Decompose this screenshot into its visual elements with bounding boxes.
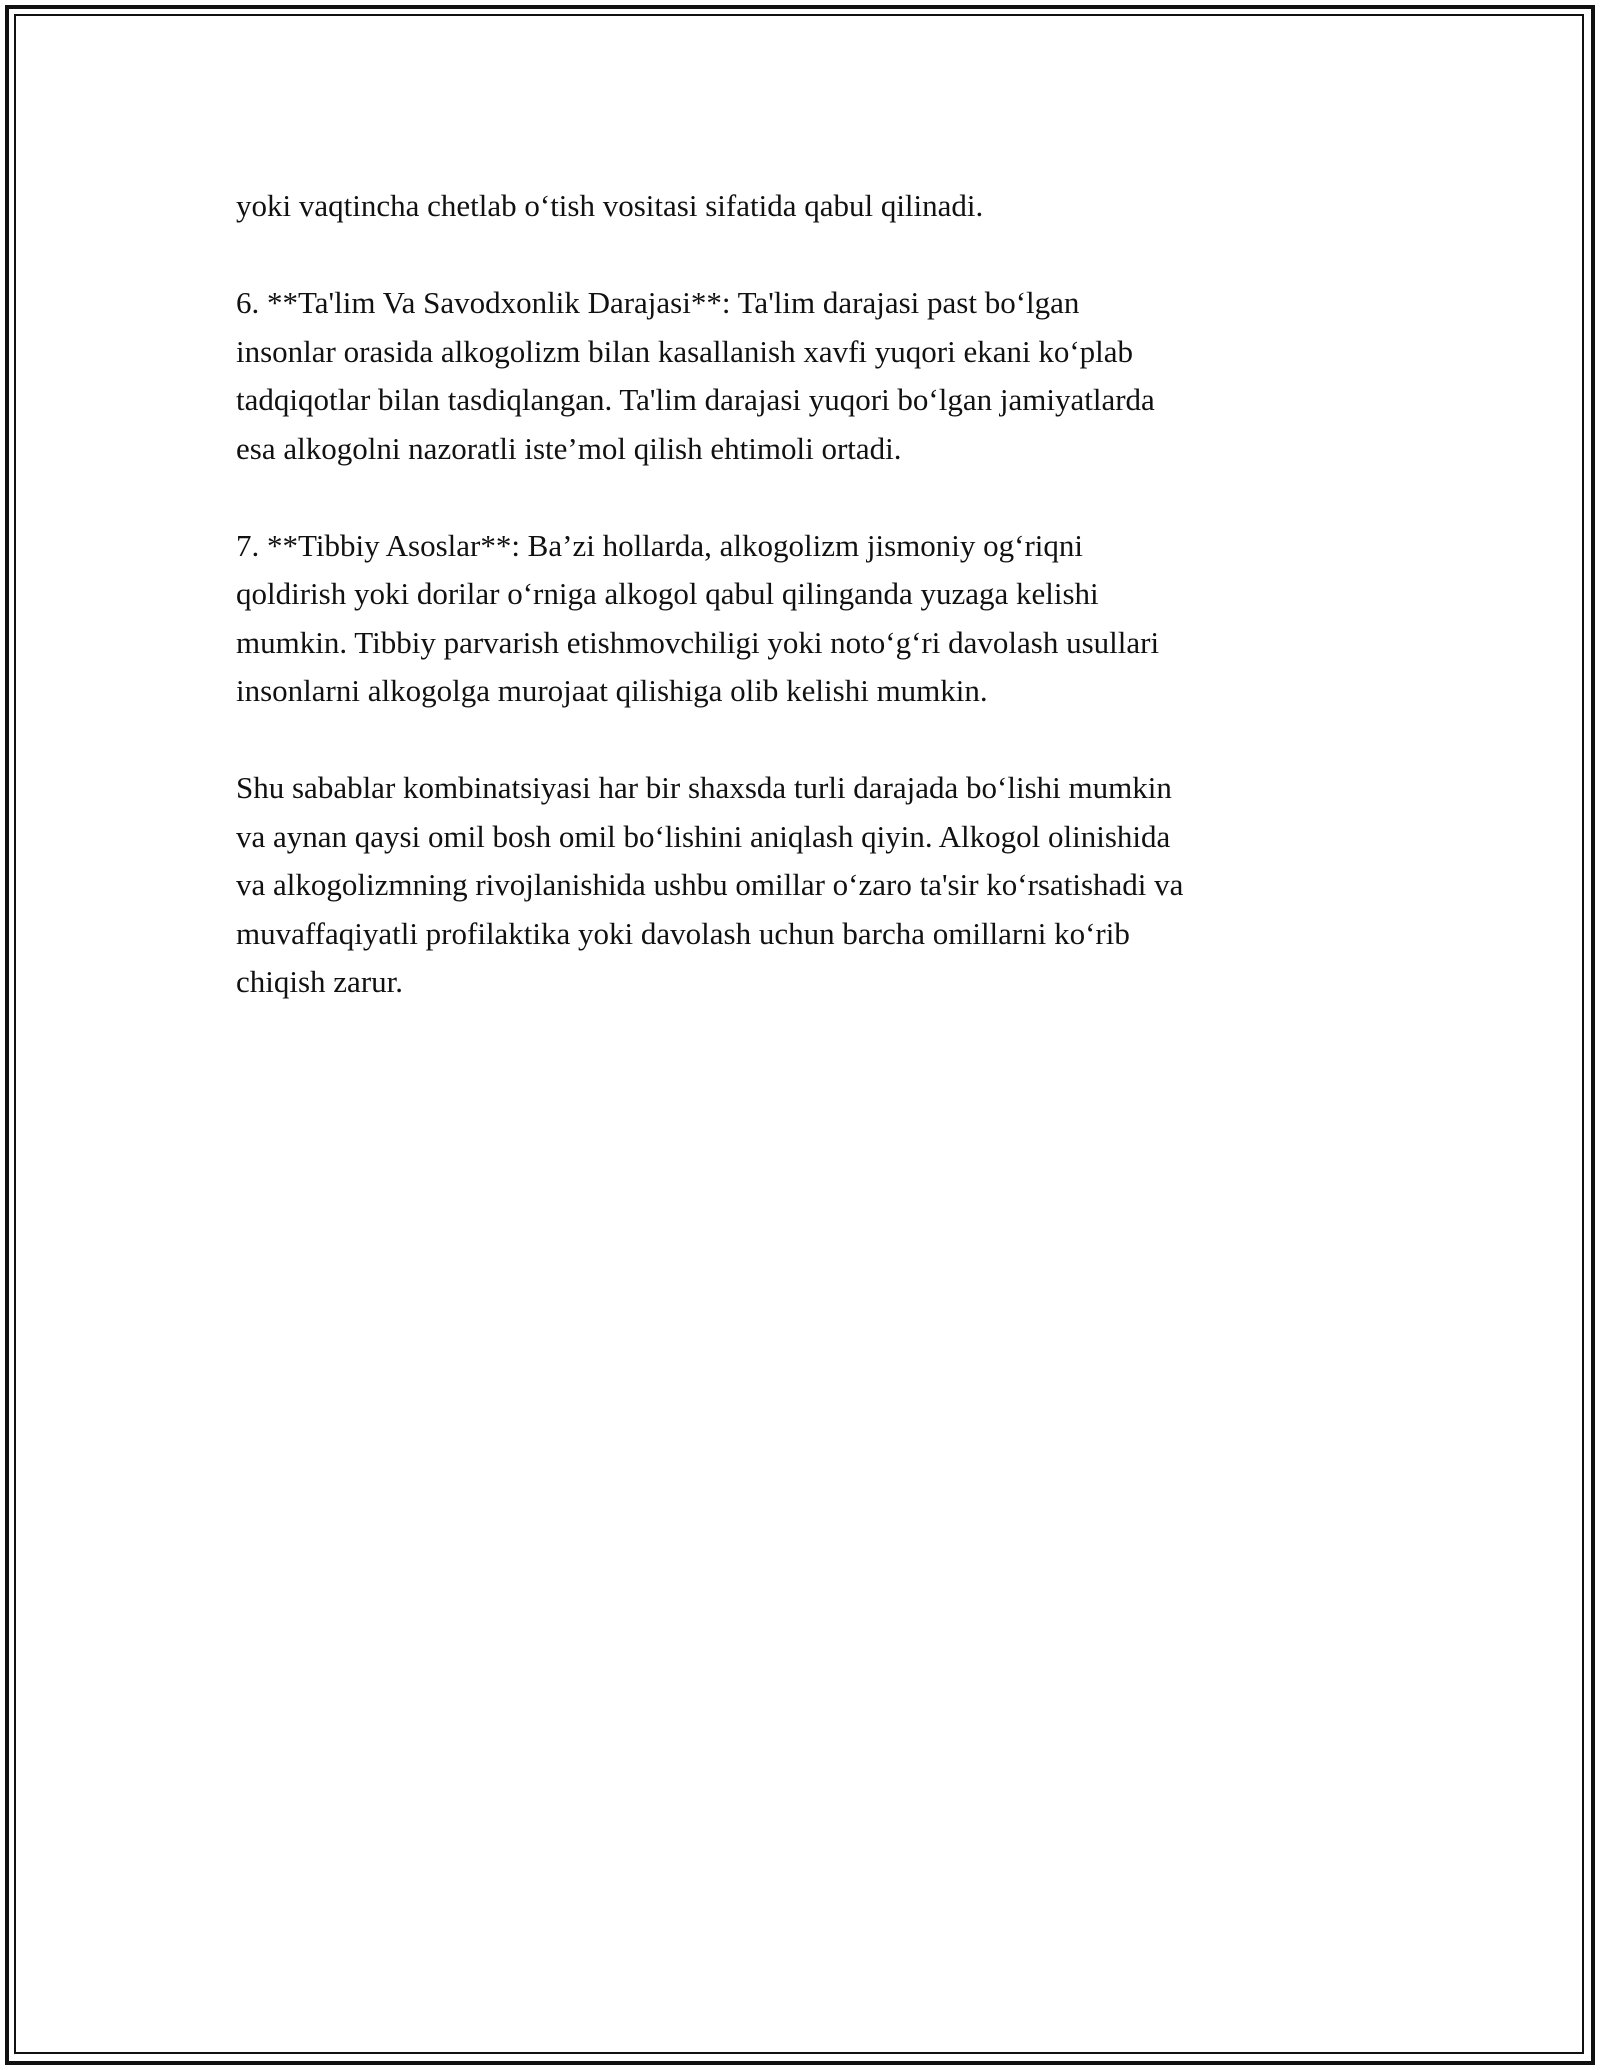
text-line: Shu sabablar kombinatsiyasi har bir shaxsda turli darajada bo‘lishi mumkin [236, 770, 1172, 805]
text-line: mumkin. Tibbiy parvarish etishmovchiligi yoki noto‘g‘ri davolash usullari [236, 624, 1160, 660]
text-line: muvaffaqiyatli profilaktika yoki davolash uchun barcha omillarni ko‘rib [236, 915, 1130, 951]
text-line: chiqish zarur. [236, 964, 404, 999]
text-line: qoldirish yoki dorilar o‘rniga alkogol qabul qilinganda yuzaga kelishi [236, 576, 1099, 611]
text-line: va aynan qaysi omil bosh omil bo‘lishini aniqlash qiyin. Alkogol olinishida [236, 818, 1171, 854]
text-line: tadqiqotlar bilan tasdiqlangan. Ta'lim darajasi yuqori bo‘lgan jamiyatlarda [236, 382, 1155, 417]
paragraph-medical-reasons [236, 522, 1366, 716]
paragraph-continuation [236, 182, 1366, 231]
paragraph-education-level [236, 279, 1366, 473]
paragraph-conclusion [236, 764, 1366, 1007]
text-line: yoki vaqtincha chetlab o‘tish vositasi sifatida qabul qilinadi. [236, 188, 984, 223]
text-line: insonlar orasida alkogolizm bilan kasallanish xavfi yuqori ekani ko‘plab [236, 333, 1134, 369]
text-line: insonlarni alkogolga murojaat qilishiga olib kelishi mumkin. [236, 673, 988, 708]
document-body [236, 182, 1366, 1055]
text-line: 7. **Tibbiy Asoslar**: Ba’zi hollarda, alkogolizm jismoniy og‘riqni [236, 527, 1083, 563]
text-line: esa alkogolni nazoratli iste’mol qilish ehtimoli ortadi. [236, 430, 902, 466]
text-line: 6. **Ta'lim Va Savodxonlik Darajasi**: Ta'lim darajasi past bo‘lgan [236, 285, 1080, 320]
text-line: va alkogolizmning rivojlanishida ushbu omillar o‘zaro ta'sir ko‘rsatishadi va [236, 867, 1184, 902]
